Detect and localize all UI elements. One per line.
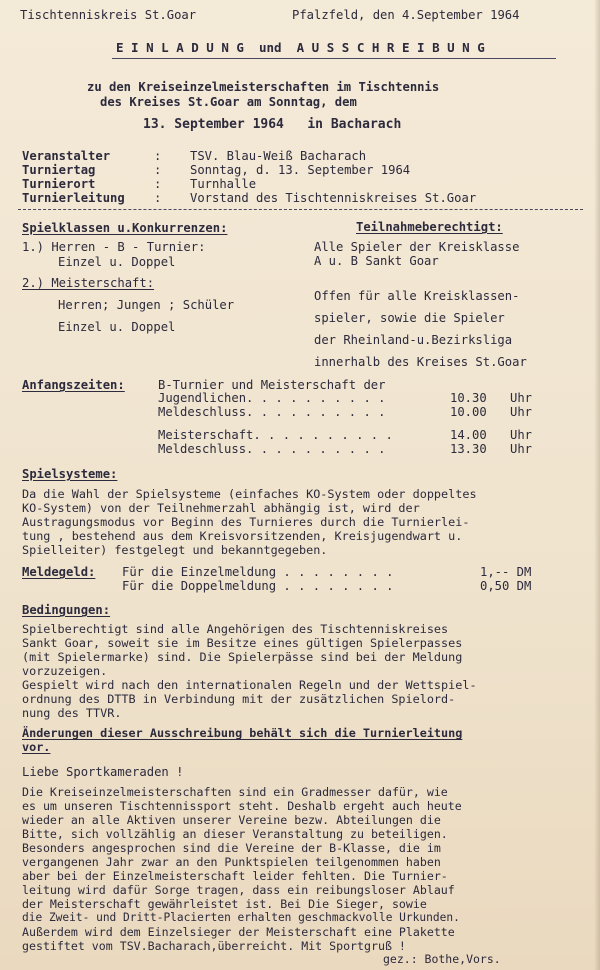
letter-line: Außerdem wird dem Einzelsieger der Meisterschaft eine Plakette bbox=[22, 925, 455, 939]
info-label-turnierleitung: Turnierleitung bbox=[22, 191, 125, 205]
letter-line: leitung wird dafür Sorge tragen, dass ein reibungsloser Ablauf bbox=[22, 883, 455, 897]
time-row-unit: Uhr bbox=[510, 391, 533, 405]
time-row-label: Meisterschaft. . . . . . . . . . bbox=[158, 428, 393, 442]
letter-line: es um unseren Tischtennissport steht. Deshalb ergeht auch heute bbox=[22, 799, 462, 813]
fee-row-2-label: Für die Doppelmeldung . . . . . . . . bbox=[122, 579, 394, 593]
times-heading: Anfangszeiten: bbox=[22, 378, 125, 392]
class-1-subtitle: Einzel u. Doppel bbox=[58, 255, 176, 269]
systems-line: Spielleiter) festgelegt und bekanntgegeben. bbox=[22, 543, 328, 557]
eligibility-line-4: spieler, sowie die Spieler bbox=[314, 311, 505, 325]
time-row-value: 13.30 bbox=[450, 442, 487, 456]
eligibility-line-2: A u. B Sankt Goar bbox=[314, 254, 439, 268]
conditions-line: (mit Spielermarke) sind. Die Spielerpässe sind bei der Meldung bbox=[22, 650, 463, 664]
letter-line: aber bei der Einzelmeisterschaft leider fehlten. Die Turnier- bbox=[22, 869, 448, 883]
classes-heading: Spielklassen u.Konkurrenzen: bbox=[22, 221, 228, 235]
letter-line: Die Kreiseinzelmeisterschaften sind ein Gradmesser dafür, wie bbox=[22, 785, 448, 799]
info-value-turniertag: Sonntag, d. 13. September 1964 bbox=[190, 163, 411, 177]
time-row-label: Meldeschluss. . . . . . . . . . bbox=[158, 442, 386, 456]
systems-heading: Spielsysteme: bbox=[22, 467, 118, 481]
conditions-line: Sankt Goar, soweit sie im Besitze eines gültigen Spielerpasses bbox=[22, 636, 463, 650]
time-row-value: 10.00 bbox=[450, 405, 487, 419]
info-value-turnierort: Turnhalle bbox=[190, 177, 257, 191]
class-2-subtitle-2: Einzel u. Doppel bbox=[58, 320, 176, 334]
conditions-heading: Bedingungen: bbox=[22, 603, 111, 617]
time-row-value: 10.30 bbox=[450, 391, 487, 405]
letter-greeting: Liebe Sportkameraden ! bbox=[22, 765, 184, 779]
conditions-line: ordnung des DTTB in Verbindung mit der zusätzlichen Spielord- bbox=[22, 692, 456, 706]
time-row-unit: Uhr bbox=[510, 442, 533, 456]
letter-line: Bitte, sich vollzählig an dieser Veranstaltung zu beteiligen. bbox=[22, 827, 448, 841]
times-intro: B-Turnier und Meisterschaft der bbox=[158, 378, 386, 392]
colon: : bbox=[154, 177, 162, 191]
fee-row-1-value: 1,-- DM bbox=[480, 565, 532, 579]
time-row-label: Jugendlichen. . . . . . . . . . bbox=[158, 391, 386, 405]
info-label-turnierort: Turnierort bbox=[22, 177, 96, 191]
colon: : bbox=[154, 149, 162, 163]
paper-edge-shadow bbox=[594, 0, 600, 970]
organization-name: Tischtenniskreis St.Goar bbox=[20, 8, 197, 22]
conditions-note: vor. bbox=[22, 740, 51, 754]
letter-line: gestiftet vom TSV.Bacharach,überreicht. Mit Sportgruß ! bbox=[22, 939, 406, 953]
systems-line: tung , bestehend aus dem Kreisvorsitzenden, Kreisjugendwart u. bbox=[22, 529, 463, 543]
time-row-unit: Uhr bbox=[510, 428, 533, 442]
letter-line: Besonders angesprochen sind die Vereine der B-Klasse, die im bbox=[22, 841, 441, 855]
fee-row-1-label: Für die Einzelmeldung . . . . . . . . bbox=[122, 565, 394, 579]
conditions-line: vorzuzeigen. bbox=[22, 664, 108, 678]
class-1-title: 1.) Herren - B - Turnier: bbox=[22, 240, 206, 254]
conditions-line: Gespielt wird nach den internationalen Regeln und der Wettspiel- bbox=[22, 678, 477, 692]
subtitle-line-1: zu den Kreiseinzelmeisterschaften im Tischtennis bbox=[87, 80, 440, 94]
letter-line: die Zweit- und Dritt-Placierten erhalten geschmackvolle Urkunden. bbox=[22, 911, 460, 924]
place-date: Pfalzfeld, den 4.September 1964 bbox=[292, 8, 520, 22]
heading-underline bbox=[112, 58, 556, 59]
conditions-note: Änderungen dieser Ausschreibung behält sich die Turnierleitung bbox=[22, 726, 463, 740]
info-label-veranstalter: Veranstalter bbox=[22, 149, 111, 163]
eligibility-line-1: Alle Spieler der Kreisklasse bbox=[314, 240, 520, 254]
systems-line: KO-System) von der Teilnehmerzahl abhängig ist, wird der bbox=[22, 501, 420, 515]
info-value-veranstalter: TSV. Blau-Weiß Bacharach bbox=[190, 149, 367, 163]
systems-line: Da die Wahl der Spielsysteme (einfaches KO-System oder doppeltes bbox=[22, 487, 477, 501]
class-2-title: 2.) Meisterschaft: bbox=[22, 276, 155, 290]
systems-line: Austragungsmodus vor Beginn des Turnieres durch die Turnierlei- bbox=[22, 515, 470, 529]
class-2-subtitle-1: Herren; Jungen ; Schüler bbox=[58, 298, 235, 312]
subtitle-line-2: des Kreises St.Goar am Sonntag, dem bbox=[100, 95, 357, 109]
event-date: 13. September 1964 in Bacharach bbox=[143, 117, 402, 132]
info-value-turnierleitung: Vorstand des Tischtenniskreises St.Goar bbox=[190, 191, 477, 205]
eligibility-heading: Teilnahmeberechtigt: bbox=[356, 220, 503, 234]
main-heading: E I N L A D U N G und A U S S C H R E I B U N G bbox=[116, 40, 485, 55]
time-row-value: 14.00 bbox=[450, 428, 487, 442]
conditions-line: Spielberechtigt sind alle Angehörigen des Tischtenniskreises bbox=[22, 622, 449, 636]
fee-row-2-value: 0,50 DM bbox=[480, 579, 532, 593]
time-row-unit: Uhr bbox=[510, 405, 533, 419]
eligibility-line-6: innerhalb des Kreises St.Goar bbox=[314, 355, 527, 369]
letter-line: wieder an alle Aktiven unserer Vereine bezw. Abteilungen die bbox=[22, 813, 441, 827]
signature: gez.: Bothe,Vors. bbox=[383, 952, 501, 966]
eligibility-line-5: der Rheinland-u.Bezirksliga bbox=[314, 333, 513, 347]
colon: : bbox=[154, 163, 162, 177]
eligibility-line-3: Offen für alle Kreisklassen- bbox=[314, 289, 520, 303]
letter-line: der Meisterschaft gewährleistet ist. Bei Die Sieger, sowie bbox=[22, 897, 427, 911]
colon: : bbox=[154, 191, 162, 205]
conditions-line: nung des TTVR. bbox=[22, 706, 122, 720]
fee-heading: Meldegeld: bbox=[22, 565, 96, 579]
time-row-label: Meldeschluss. . . . . . . . . . bbox=[158, 405, 386, 419]
info-label-turniertag: Turniertag bbox=[22, 163, 96, 177]
letter-line: vergangenen Jahr zwar an den Punktspielen teilgenommen haben bbox=[22, 855, 441, 869]
separator-line bbox=[18, 209, 583, 210]
